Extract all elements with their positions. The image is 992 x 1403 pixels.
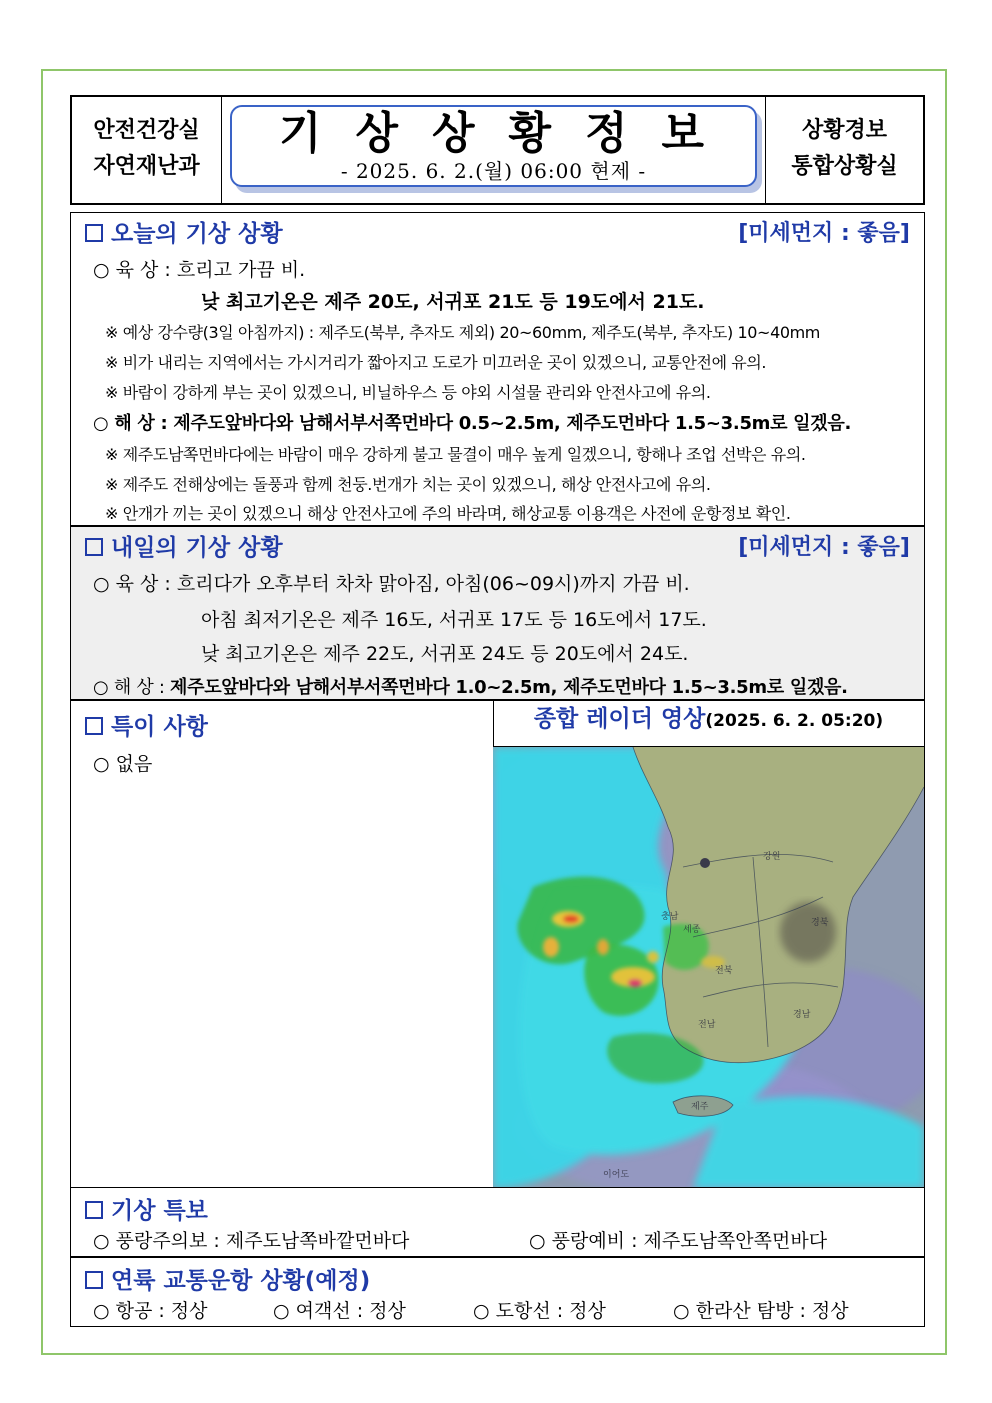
today-sea-note-fog: ※ 안개가 끼는 곳이 있겠으니 해상 안전사고에 주의 바라며, 해상교통 이용객은 사전에 운항정보 확인. [105,504,791,523]
document-date: - 2025. 6. 2.(월) 06:00 현제 - [340,159,647,183]
recipient-line2: 통합상황실 [791,154,898,179]
tomorrow-title: 내일의 기상 상황 [85,529,283,562]
label-gyeongbuk: 경북 [811,918,829,928]
today-note-rainfall: ※ 예상 강수량(3일 아침까지) : 제주도(북부, 추자도 제외) 20~60mm, 제주도(북부, 추자도) 10~40mm [105,323,820,342]
tomorrow-max-temperature: 낮 최고기온은 제주 22도, 서귀포 24도 등 20도에서 24도. [201,643,689,665]
traffic-title: 연륙 교통운항 상황(예정) [85,1262,370,1295]
today-dust-status: [미세먼지 : 좋음] [738,221,910,246]
heavy-rain-cell [628,979,642,987]
department-line1: 안전건강실 [93,118,200,143]
heavy-rain-cell [563,915,579,923]
tomorrow-section [70,526,925,700]
department-line2: 자연재난과 [93,154,200,179]
label-ieodo: 이어도 [603,1170,630,1180]
issuer-department [72,97,222,203]
document-title: 기상상황정보 [278,108,739,159]
checkbox-icon [85,224,103,242]
today-land-temperature: 낮 최고기온은 제주 20도, 서귀포 21도 등 19도에서 21도. [201,291,705,313]
radar-map [493,747,924,1187]
tomorrow-dust-status: [미세먼지 : 좋음] [738,535,910,560]
today-note-visibility: ※ 비가 내리는 지역에서는 가시거리가 짧아지고 도로가 미끄러운 곳이 있겠으니, 교통안전에 유의. [105,353,767,372]
label-sejong: 세종 [683,925,701,935]
warning-title: 기상 특보 [85,1192,208,1225]
heavy-rain-cell [597,939,609,955]
document-header [70,95,925,205]
today-title: 오늘의 기상 상황 [85,215,283,248]
warning-item-preliminary: ○ 풍랑예비 : 제주도남쪽안쪽먼바다 [529,1230,828,1252]
tomorrow-land: ○ 육 상 : 흐리다가 오후부터 차차 맑아짐, 아침(06~09시)까지 가끔 비. [93,573,690,595]
warning-section [70,1187,925,1257]
label-chungnam: 충남 [661,912,679,922]
traffic-item-ferry: ○ 여객선 : 정상 [273,1300,406,1322]
traffic-section [70,1257,925,1327]
checkbox-icon [85,717,103,735]
today-land: ○ 육 상 : 흐리고 가끔 비. [93,259,306,281]
label-jeonnam: 전남 [698,1020,716,1030]
today-sea-note-thunder: ※ 제주도 전해상에는 돌풍과 함께 천둥.번개가 치는 곳이 있겠으니, 해상 안전사고에 유의. [105,475,711,494]
checkbox-icon [85,538,103,556]
traffic-item-air: ○ 항공 : 정상 [93,1300,208,1322]
heavy-rain-cell [647,951,659,963]
seoul-marker-icon [700,858,710,868]
today-sea-note-south: ※ 제주도남쪽먼바다에는 바람이 매우 강하게 불고 물결이 매우 높게 일겠으니, 항해나 조업 선박은 유의. [105,445,806,464]
label-gangwon: 강원 [763,852,781,862]
today-sea: ○ 해 상 : 제주도앞바다와 남해서부서쪽먼바다 0.5~2.5m, 제주도먼바다 1.5~3.5m로 일겠음. [93,413,851,434]
recipient-department [765,97,923,203]
recipient-line1: 상황경보 [801,118,887,143]
today-section [70,212,925,526]
label-jeju: 제주 [691,1102,709,1112]
traffic-item-hallasan: ○ 한라산 탐방 : 정상 [673,1300,849,1322]
special-title: 특이 사항 [85,708,208,741]
traffic-item-island-ferry: ○ 도항선 : 정상 [473,1300,606,1322]
title-box [230,105,757,187]
tomorrow-min-temperature: 아침 최저기온은 제주 16도, 서귀포 17도 등 16도에서 17도. [201,609,707,631]
checkbox-icon [85,1201,103,1219]
heavy-rain-cell [543,937,559,957]
label-jeonbuk: 전북 [715,966,733,976]
tomorrow-sea: ○ 해 상 : 제주도앞바다와 남해서부서쪽먼바다 1.0~2.5m, 제주도먼바다 1.5~3.5m로 일겠음. [93,677,848,698]
radar-title: 종합 레이더 영상(2025. 6. 2. 05:20) [533,706,884,732]
special-text: ○ 없음 [93,753,153,775]
label-gyeongnam: 경남 [793,1010,811,1020]
today-note-wind: ※ 바람이 강하게 부는 곳이 있겠으니, 비닐하우스 등 야외 시설물 관리와 안전사고에 유의. [105,383,711,402]
dense-cloud-area [780,902,836,962]
warning-item-advisory: ○ 풍랑주의보 : 제주도남쪽바깥먼바다 [93,1230,410,1252]
checkbox-icon [85,1271,103,1289]
radar-image [493,746,924,1187]
